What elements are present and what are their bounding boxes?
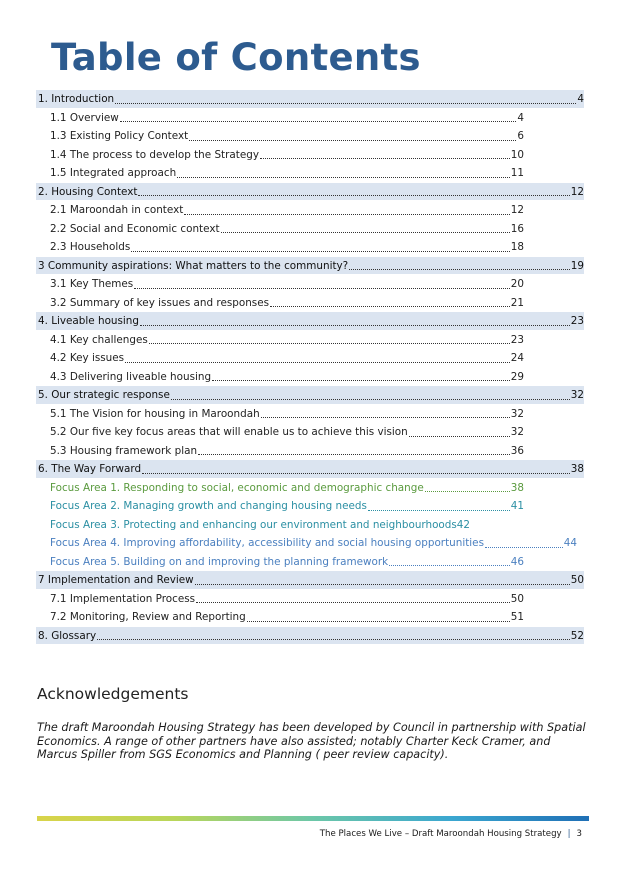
footer-document-title: The Places We Live – Draft Maroondah Housing Strategy	[319, 829, 562, 839]
toc-entry-label: 8. Glossary	[38, 629, 97, 642]
toc-subsection-entry[interactable]	[36, 553, 584, 572]
toc-entry-label: 4.3 Delivering liveable housing	[50, 370, 212, 383]
toc-entry-label: 7 Implementation and Review	[38, 574, 194, 586]
toc-dot-leader	[120, 121, 517, 122]
toc-page-number: 46	[510, 555, 524, 568]
toc-dot-leader	[349, 269, 570, 270]
toc-page-number: 21	[510, 296, 524, 309]
toc-entry-label: Focus Area 2. Managing growth and changing housing needs	[50, 500, 367, 512]
toc-dot-leader	[485, 547, 563, 548]
toc-page-number: 29	[510, 370, 524, 383]
toc-page-number: 4	[517, 111, 524, 124]
toc-subsection-entry[interactable]	[36, 423, 584, 442]
toc-dot-leader	[149, 343, 510, 344]
toc-subsection-entry[interactable]	[36, 368, 584, 387]
toc-dot-leader	[97, 639, 570, 640]
toc-dot-leader	[368, 510, 510, 511]
toc-dot-leader	[247, 621, 510, 622]
toc-dot-leader	[195, 584, 570, 585]
toc-page-number: 10	[510, 148, 524, 161]
toc-entry-label: 4. Liveable housing	[38, 315, 139, 327]
toc-subsection-entry[interactable]	[36, 275, 584, 294]
toc-entry-label: 7.2 Monitoring, Review and Reporting	[50, 611, 246, 623]
toc-page-number: 50	[570, 574, 584, 586]
toc-entry-label: 7.1 Implementation Process	[50, 592, 196, 605]
toc-entry-label: 1. Introduction	[38, 93, 115, 105]
toc-entry-label: 1.4 The process to develop the Strategy	[50, 148, 259, 161]
toc-page-number: 42	[456, 518, 471, 531]
toc-page-number: 19	[570, 259, 584, 272]
toc-subsection-entry[interactable]	[36, 442, 584, 461]
toc-subsection-entry[interactable]	[36, 479, 584, 498]
toc-page-number: 12	[570, 185, 584, 198]
toc-entry-label: 5.3 Housing framework plan	[50, 444, 198, 457]
toc-subsection-entry[interactable]	[36, 127, 584, 146]
toc-entry-label: Focus Area 3. Protecting and enhancing our environment and neighbourhoods	[50, 518, 457, 531]
toc-dot-leader	[409, 436, 510, 437]
toc-dot-leader	[198, 454, 510, 455]
toc-page-number: 51	[510, 611, 524, 623]
toc-entry-label: 4.2 Key issues	[50, 352, 125, 364]
toc-dot-leader	[171, 399, 570, 400]
toc-subsection-entry[interactable]	[36, 109, 584, 128]
toc-subsection-entry[interactable]	[36, 405, 584, 424]
acknowledgements-body: The draft Maroondah Housing Strategy has been developed by Council in partnership with Spatial Economics. A range of other partners have also assisted; notably Charter Keck Cramer, and Marcus Spiller from SGS Economics and Planning ( peer review capacity).	[37, 721, 586, 761]
toc-subsection-entry[interactable]	[36, 164, 584, 183]
toc-section-entry[interactable]	[36, 571, 584, 590]
toc-subsection-entry[interactable]	[36, 349, 584, 368]
toc-dot-leader	[261, 417, 510, 418]
toc-page-number: 23	[570, 315, 584, 327]
toc-dot-leader	[177, 177, 510, 178]
toc-section-entry[interactable]	[36, 386, 584, 405]
toc-dot-leader	[221, 232, 510, 233]
toc-dot-leader	[389, 565, 510, 566]
toc-entry-label: 3 Community aspirations: What matters to the community?	[38, 259, 349, 272]
toc-page-number: 41	[510, 500, 524, 512]
toc-entry-label: 3.1 Key Themes	[50, 278, 134, 290]
toc-dot-leader	[115, 103, 576, 104]
toc-dot-leader	[184, 214, 509, 215]
toc-entry-label: 2.1 Maroondah in context	[50, 204, 184, 216]
toc-section-entry[interactable]	[36, 460, 584, 479]
toc-page-number: 38	[510, 481, 524, 494]
toc-page-number: 6	[517, 130, 524, 142]
toc-dot-leader	[212, 380, 510, 381]
toc-dot-leader	[138, 195, 569, 196]
toc-section-entry[interactable]	[36, 312, 584, 331]
toc-dot-leader	[260, 158, 510, 159]
toc-page-number: 12	[510, 204, 524, 216]
toc-entry-label: 3.2 Summary of key issues and responses	[50, 296, 270, 309]
toc-page-number: 16	[510, 222, 524, 235]
toc-dot-leader	[142, 473, 570, 474]
table-of-contents	[36, 90, 584, 645]
toc-subsection-entry[interactable]	[36, 608, 584, 627]
toc-dot-leader	[189, 140, 516, 141]
toc-subsection-entry[interactable]	[36, 534, 584, 553]
toc-dot-leader	[196, 602, 510, 603]
toc-dot-leader	[134, 288, 510, 289]
toc-dot-leader	[140, 325, 570, 326]
toc-subsection-entry[interactable]	[36, 497, 584, 516]
footer-separator: |	[567, 829, 571, 839]
toc-dot-leader	[131, 251, 510, 252]
toc-entry-label: Focus Area 4. Improving affordability, accessibility and social housing opportunities	[50, 537, 484, 549]
toc-page-number: 24	[510, 352, 524, 364]
toc-entry-label: 5. Our strategic response	[38, 389, 170, 401]
toc-entry-label: 4.1 Key challenges	[50, 333, 148, 346]
page-footer	[320, 829, 582, 839]
toc-subsection-entry[interactable]	[36, 238, 584, 257]
toc-entry-label: 2.2 Social and Economic context	[50, 222, 220, 235]
toc-section-entry[interactable]	[36, 90, 584, 109]
toc-dot-leader	[270, 306, 510, 307]
page-title: Table of Contents	[51, 36, 421, 79]
toc-page-number: 32	[510, 407, 524, 420]
toc-page-number: 32	[510, 426, 524, 438]
toc-subsection-entry[interactable]	[36, 220, 584, 239]
footer-gradient-bar	[37, 816, 589, 821]
toc-entry-label: 5.1 The Vision for housing in Maroondah	[50, 407, 260, 420]
toc-entry-label: 6. The Way Forward	[38, 463, 142, 475]
toc-page-number: 23	[510, 333, 524, 346]
toc-entry-label: 1.1 Overview	[50, 111, 119, 124]
toc-page-number: 20	[510, 278, 524, 290]
toc-subsection-entry[interactable]	[36, 331, 584, 350]
toc-section-entry[interactable]	[36, 183, 584, 202]
toc-page-number: 44	[563, 537, 577, 549]
toc-dot-leader	[425, 491, 510, 492]
toc-page-number: 11	[510, 167, 524, 179]
toc-entry-label: Focus Area 1. Responding to social, economic and demographic change	[50, 481, 424, 494]
toc-subsection-entry[interactable]	[36, 516, 584, 535]
toc-page-number: 4	[577, 93, 584, 105]
toc-page-number: 36	[510, 444, 524, 457]
toc-subsection-entry[interactable]	[36, 146, 584, 165]
toc-entry-label: 5.2 Our five key focus areas that will enable us to achieve this vision	[50, 426, 408, 438]
toc-section-entry[interactable]	[36, 257, 584, 276]
toc-page-number: 32	[570, 389, 584, 401]
toc-entry-label: 2.3 Households	[50, 241, 131, 253]
toc-section-entry[interactable]	[36, 627, 584, 646]
toc-subsection-entry[interactable]	[36, 201, 584, 220]
toc-subsection-entry[interactable]	[36, 294, 584, 313]
toc-entry-label: 1.3 Existing Policy Context	[50, 130, 189, 142]
acknowledgements-heading: Acknowledgements	[37, 685, 189, 703]
footer-page-number: 3	[576, 829, 582, 839]
toc-page-number: 50	[510, 592, 524, 605]
toc-entry-label: 1.5 Integrated approach	[50, 167, 177, 179]
toc-entry-label: Focus Area 5. Building on and improving the planning framework	[50, 555, 389, 568]
toc-page-number: 52	[570, 629, 584, 642]
toc-dot-leader	[125, 362, 510, 363]
toc-entry-label: 2. Housing Context	[38, 185, 138, 198]
toc-page-number: 18	[510, 241, 524, 253]
toc-page-number: 38	[570, 463, 584, 475]
toc-subsection-entry[interactable]	[36, 590, 584, 609]
